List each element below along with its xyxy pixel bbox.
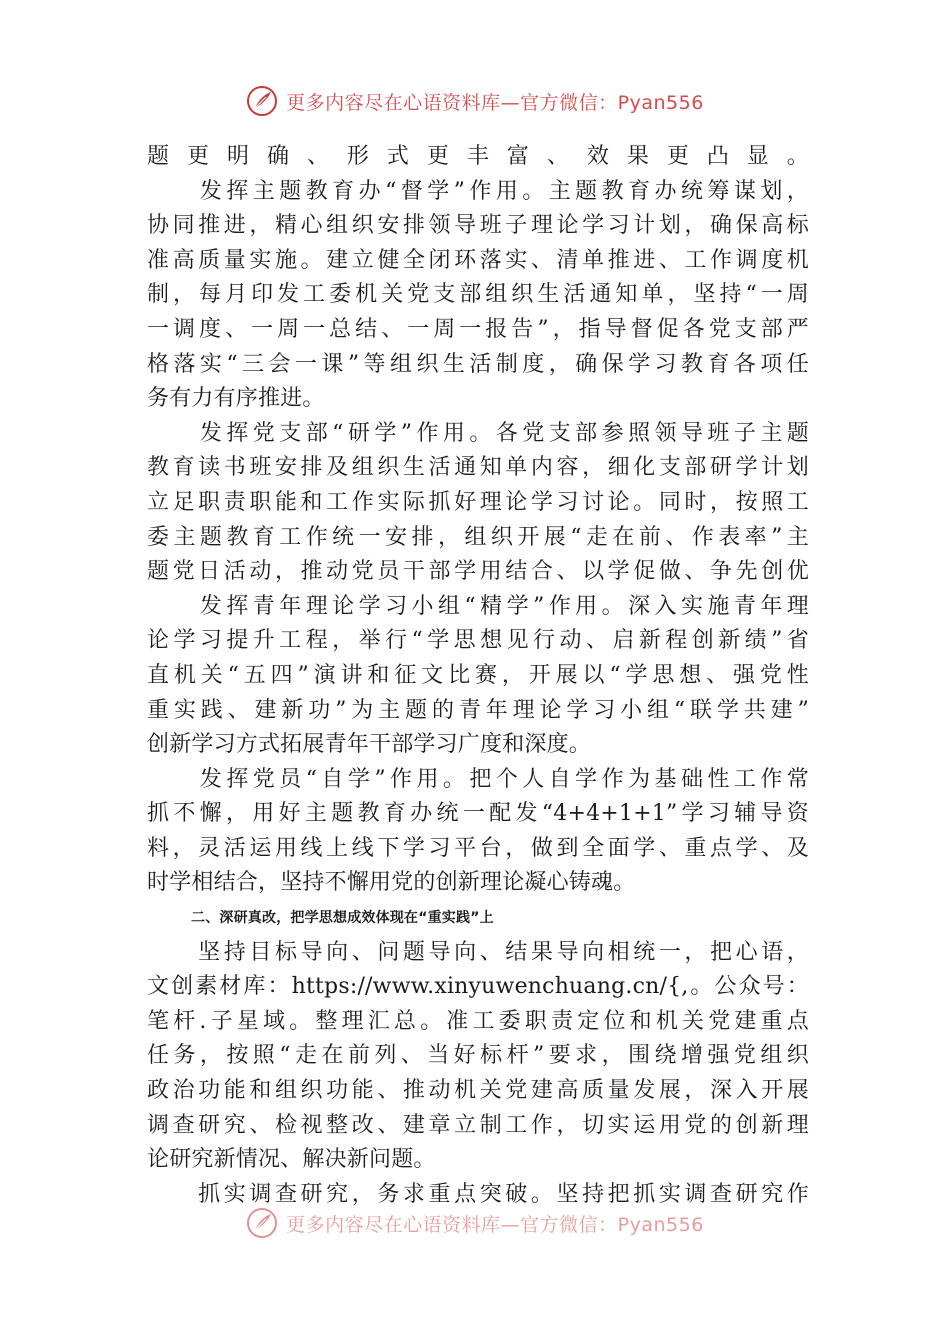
text-line: 制，每月印发工委机关党支部组织生活通知单，坚持“一周 (147, 282, 809, 308)
text-line: 抓实调查研究，务求重点突破。坚持把抓实调查研究作 (147, 1181, 809, 1207)
text-line: 教育读书班安排及组织生活通知单内容，细化支部研学计划 (147, 455, 809, 481)
text-line: 发挥党支部“研学”作用。各党支部参照领导班子主题 (147, 420, 809, 446)
text-line: 创新学习方式拓展青年干部学习广度和深度。 (147, 732, 592, 758)
text-line: 题更明确、形式更丰富、效果更凸显。 (147, 144, 809, 169)
section-heading: 二、深研真改，把学思想成效体现在“重实践”上 (191, 910, 494, 927)
text-line: 一调度、一周一总结、一周一报告”，指导督促各党支部严 (147, 316, 809, 342)
text-line: 协同推进，精心组织安排领导班子理论学习计划，确保高标 (147, 213, 809, 239)
feather-pen-logo-icon (246, 1207, 278, 1239)
watermark-footer (0, 1206, 950, 1240)
text-line: 笔杆.子星域。整理汇总。准工委职责定位和机关党建重点 (147, 1008, 809, 1034)
text-line: 论学习提升工程，举行“学思想见行动、启新程创新绩”省 (147, 628, 809, 654)
document-body (147, 140, 809, 1212)
text-line: 发挥党员“自学”作用。把个人自学作为基础性工作常 (147, 766, 809, 792)
text-line: 直机关“五四”演讲和征文比赛，开展以“学思想、强党性 (147, 662, 809, 688)
text-line: 准高质量实施。建立健全闭环落实、清单推进、工作调度机 (147, 247, 809, 273)
text-line: 格落实“三会一课”等组织生活制度，确保学习教育各项任 (147, 351, 809, 377)
text-line: 坚持目标导向、问题导向、结果导向相统一，把心语， (147, 939, 809, 965)
watermark-text: 更多内容尽在心语资料库—官方微信：Pyan556 (286, 1213, 704, 1236)
text-line: 委主题教育工作统一安排，组织开展“走在前、作表率”主 (147, 524, 809, 550)
text-line: 务有力有序推进。 (147, 386, 325, 412)
text-line: 时学相结合，坚持不懈用党的创新理论凝心铸魂。 (147, 870, 636, 896)
text-line: 任务，按照“走在前列、当好标杆”要求，围绕增强党组织 (147, 1043, 809, 1069)
text-line: 政治功能和组织功能、推动机关党建高质量发展，深入开展 (147, 1078, 809, 1104)
watermark-header (0, 84, 950, 118)
text-line: 抓不懈，用好主题教育办统一配发“4+4+1+1”学习辅导资 (147, 801, 809, 827)
text-line: 立足职责职能和工作实际抓好理论学习讨论。同时，按照工 (147, 489, 809, 515)
feather-pen-logo-icon (246, 85, 278, 117)
text-line: 文创素材库：https://www.xinyuwenchuang.cn/{,。公众号： (147, 974, 809, 1000)
text-line: 发挥主题教育办“督学”作用。主题教育办统筹谋划， (147, 178, 809, 204)
text-line: 调查研究、检视整改、建章立制工作，切实运用党的创新理 (147, 1112, 809, 1138)
text-line: 论研究新情况、解决新问题。 (147, 1147, 436, 1173)
text-line: 料，灵活运用线上线下学习平台，做到全面学、重点学、及 (147, 835, 809, 861)
watermark-text: 更多内容尽在心语资料库—官方微信：Pyan556 (286, 91, 704, 114)
text-line: 发挥青年理论学习小组“精学”作用。深入实施青年理 (147, 593, 809, 619)
text-line: 重实践、建新功”为主题的青年理论学习小组“联学共建” (147, 697, 809, 723)
text-line: 题党日活动，推动党员干部学用结合、以学促做、争先创优 (147, 559, 809, 585)
